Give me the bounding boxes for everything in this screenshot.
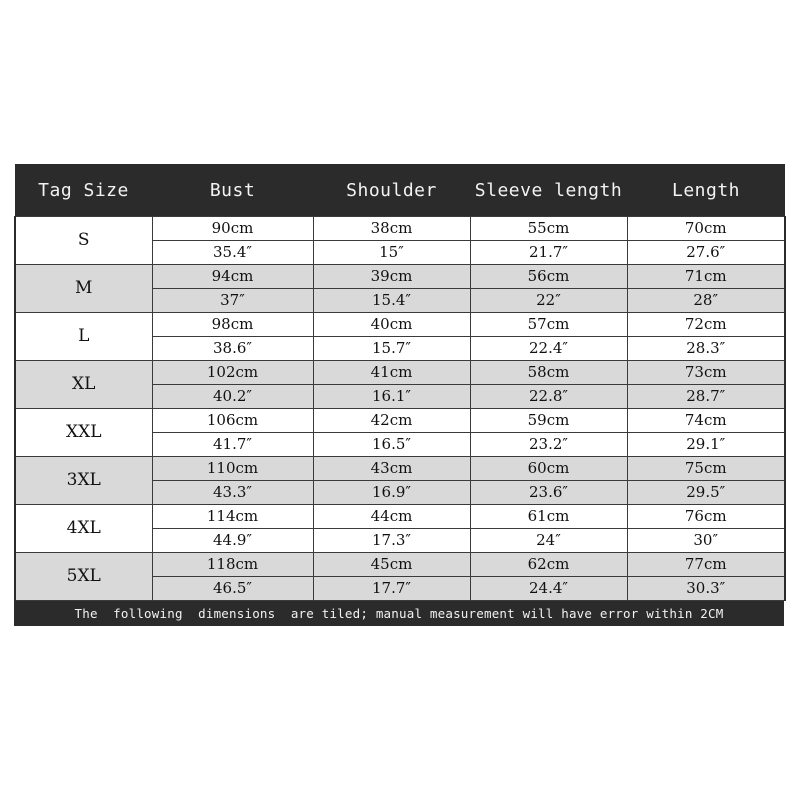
cm-value-cell: 110cm [152, 457, 313, 481]
cm-value-cell: 57cm [470, 313, 627, 337]
inch-value-cell: 30.3″ [627, 577, 785, 601]
cm-value-cell: 62cm [470, 553, 627, 577]
cm-value-cell: 43cm [313, 457, 470, 481]
cm-value-cell: 90cm [152, 217, 313, 241]
header-row [15, 164, 785, 217]
cm-value-cell: 70cm [627, 217, 785, 241]
inch-value-cell: 37″ [152, 289, 313, 313]
inch-value-cell: 28.3″ [627, 337, 785, 361]
inch-value-cell: 23.6″ [470, 481, 627, 505]
inch-value-cell: 22.4″ [470, 337, 627, 361]
header-shoulder: Shoulder [313, 164, 470, 217]
tag-size-cell: 3XL [15, 457, 152, 505]
cm-value-cell: 114cm [152, 505, 313, 529]
tag-size-cell: 4XL [15, 505, 152, 553]
header-bust: Bust [152, 164, 313, 217]
header-sleeve-length: Sleeve length [470, 164, 627, 217]
cm-value-cell: 72cm [627, 313, 785, 337]
table-row [15, 313, 785, 337]
inch-value-cell: 17.3″ [313, 529, 470, 553]
inch-value-cell: 27.6″ [627, 241, 785, 265]
cm-value-cell: 94cm [152, 265, 313, 289]
cm-value-cell: 59cm [470, 409, 627, 433]
cm-value-cell: 44cm [313, 505, 470, 529]
inch-value-cell: 16.9″ [313, 481, 470, 505]
tag-size-cell: XL [15, 361, 152, 409]
cm-value-cell: 42cm [313, 409, 470, 433]
cm-value-cell: 41cm [313, 361, 470, 385]
inch-value-cell: 46.5″ [152, 577, 313, 601]
cm-value-cell: 106cm [152, 409, 313, 433]
inch-value-cell: 30″ [627, 529, 785, 553]
table-row [15, 265, 785, 289]
table-row [15, 457, 785, 481]
cm-value-cell: 76cm [627, 505, 785, 529]
cm-value-cell: 58cm [470, 361, 627, 385]
size-table-body [15, 217, 785, 601]
cm-value-cell: 40cm [313, 313, 470, 337]
inch-value-cell: 41.7″ [152, 433, 313, 457]
header-tag-size: Tag Size [15, 164, 152, 217]
inch-value-cell: 24.4″ [470, 577, 627, 601]
inch-value-cell: 40.2″ [152, 385, 313, 409]
cm-value-cell: 74cm [627, 409, 785, 433]
inch-value-cell: 43.3″ [152, 481, 313, 505]
inch-value-cell: 29.1″ [627, 433, 785, 457]
cm-value-cell: 55cm [470, 217, 627, 241]
cm-value-cell: 60cm [470, 457, 627, 481]
table-row [15, 409, 785, 433]
inch-value-cell: 16.5″ [313, 433, 470, 457]
cm-value-cell: 73cm [627, 361, 785, 385]
inch-value-cell: 24″ [470, 529, 627, 553]
tag-size-cell: L [15, 313, 152, 361]
size-chart [14, 164, 784, 626]
size-table [14, 164, 786, 601]
inch-value-cell: 21.7″ [470, 241, 627, 265]
cm-value-cell: 39cm [313, 265, 470, 289]
inch-value-cell: 17.7″ [313, 577, 470, 601]
inch-value-cell: 44.9″ [152, 529, 313, 553]
inch-value-cell: 22.8″ [470, 385, 627, 409]
cm-value-cell: 98cm [152, 313, 313, 337]
cm-value-cell: 45cm [313, 553, 470, 577]
cm-value-cell: 56cm [470, 265, 627, 289]
header-length: Length [627, 164, 785, 217]
cm-value-cell: 38cm [313, 217, 470, 241]
inch-value-cell: 29.5″ [627, 481, 785, 505]
tag-size-cell: S [15, 217, 152, 265]
table-row [15, 361, 785, 385]
table-row [15, 217, 785, 241]
inch-value-cell: 38.6″ [152, 337, 313, 361]
cm-value-cell: 118cm [152, 553, 313, 577]
tag-size-cell: XXL [15, 409, 152, 457]
inch-value-cell: 28″ [627, 289, 785, 313]
measurement-note: The following dimensions are tiled; manual measurement will have error within 2CM [14, 601, 784, 626]
cm-value-cell: 71cm [627, 265, 785, 289]
inch-value-cell: 23.2″ [470, 433, 627, 457]
cm-value-cell: 75cm [627, 457, 785, 481]
tag-size-cell: 5XL [15, 553, 152, 601]
inch-value-cell: 16.1″ [313, 385, 470, 409]
cm-value-cell: 77cm [627, 553, 785, 577]
tag-size-cell: M [15, 265, 152, 313]
inch-value-cell: 22″ [470, 289, 627, 313]
cm-value-cell: 102cm [152, 361, 313, 385]
inch-value-cell: 28.7″ [627, 385, 785, 409]
table-row [15, 553, 785, 577]
inch-value-cell: 15″ [313, 241, 470, 265]
table-row [15, 505, 785, 529]
cm-value-cell: 61cm [470, 505, 627, 529]
inch-value-cell: 15.4″ [313, 289, 470, 313]
inch-value-cell: 35.4″ [152, 241, 313, 265]
inch-value-cell: 15.7″ [313, 337, 470, 361]
